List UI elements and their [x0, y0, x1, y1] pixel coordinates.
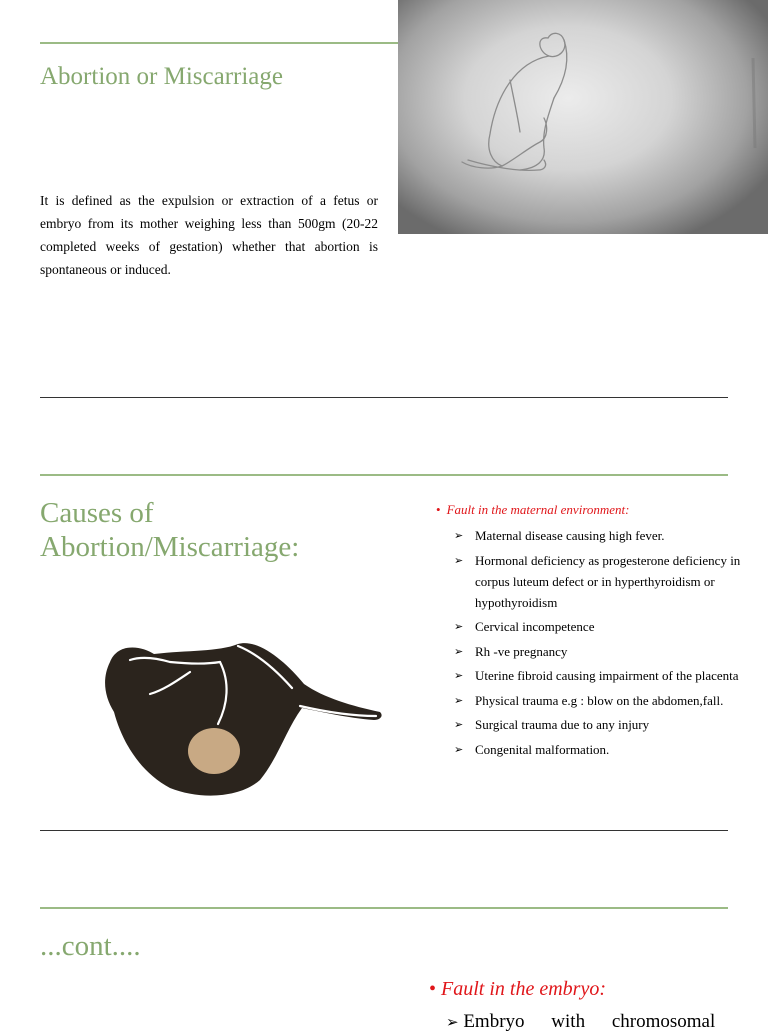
- embryo-bullet: [429, 976, 606, 1002]
- kneeling-figure-photo: [398, 0, 768, 234]
- list-item-text: Rh -ve pregnancy: [475, 643, 568, 659]
- bullet-glyph: •: [429, 978, 437, 1000]
- list-item: [454, 641, 760, 662]
- arrow-bullet-icon: ➢: [454, 529, 464, 542]
- arrow-bullet-icon: ➢: [454, 693, 464, 707]
- slide2-title-line2: Abortion/Miscarriage:: [40, 531, 300, 563]
- embryo-bullet-heading: Fault in the embryo:: [441, 978, 606, 1000]
- slide3-title: ...cont....: [40, 930, 141, 962]
- list-item: [454, 690, 760, 711]
- slide2-title-line1: Causes of: [40, 497, 154, 529]
- embryo-first-item-text: Embryo with chromosomal: [463, 1011, 716, 1032]
- arrow-bullet-icon: ➢: [454, 644, 464, 658]
- slide2-title: [40, 496, 299, 564]
- list-item: [454, 739, 760, 760]
- list-item: [454, 714, 760, 735]
- list-item: [454, 665, 760, 686]
- maternal-bullet: [436, 500, 630, 520]
- list-item-text: Surgical trauma due to any injury: [475, 717, 650, 732]
- list-item-text: Cervical incompetence: [475, 619, 595, 634]
- embryo-first-item: [446, 1010, 722, 1034]
- arrow-bullet-icon: ➢: [446, 1013, 459, 1031]
- list-item: [454, 616, 760, 637]
- slide3-top-rule: [40, 907, 728, 909]
- arrow-bullet-icon: ➢: [454, 620, 464, 633]
- list-item: [454, 525, 760, 546]
- bullet-glyph: •: [436, 502, 441, 517]
- slide1-top-rule: [40, 42, 398, 44]
- curled-figure-svg: [90, 632, 390, 804]
- arrow-bullet-icon: ➢: [454, 718, 464, 731]
- list-item: [454, 550, 760, 613]
- kneeling-figure-sketch: [398, 0, 768, 234]
- slide2-bottom-rule: [40, 830, 728, 831]
- list-item-text: Physical trauma e.g : blow on the abdomen,fall.: [475, 692, 724, 708]
- list-item-text: Maternal disease causing high fever.: [475, 528, 665, 543]
- slide2-top-rule: [40, 474, 728, 476]
- arrow-bullet-icon: ➢: [454, 742, 464, 756]
- list-item-text: Hormonal deficiency as progesterone deficiency in corpus luteum defect or in hyperthyroidism or hypothyroidism: [475, 552, 741, 610]
- list-item-text: Uterine fibroid causing impairment of the placenta: [475, 668, 739, 683]
- arrow-bullet-icon: ➢: [454, 553, 464, 567]
- slide1-bottom-rule: [40, 397, 728, 398]
- slide1-title: Abortion or Miscarriage: [40, 63, 283, 90]
- maternal-causes-list: [454, 525, 760, 763]
- curled-figure-silhouette: [90, 632, 390, 804]
- maternal-bullet-heading: Fault in the maternal environment:: [446, 502, 630, 517]
- arrow-bullet-icon: ➢: [454, 669, 464, 682]
- slide1-definition-text: It is defined as the expulsion or extraction of a fetus or embryo from its mother weighing less than 500gm (20-22 completed weeks of gestation) whether that abortion is spontaneous or induced.: [40, 193, 378, 277]
- list-item-text: Congenital malformation.: [475, 741, 610, 757]
